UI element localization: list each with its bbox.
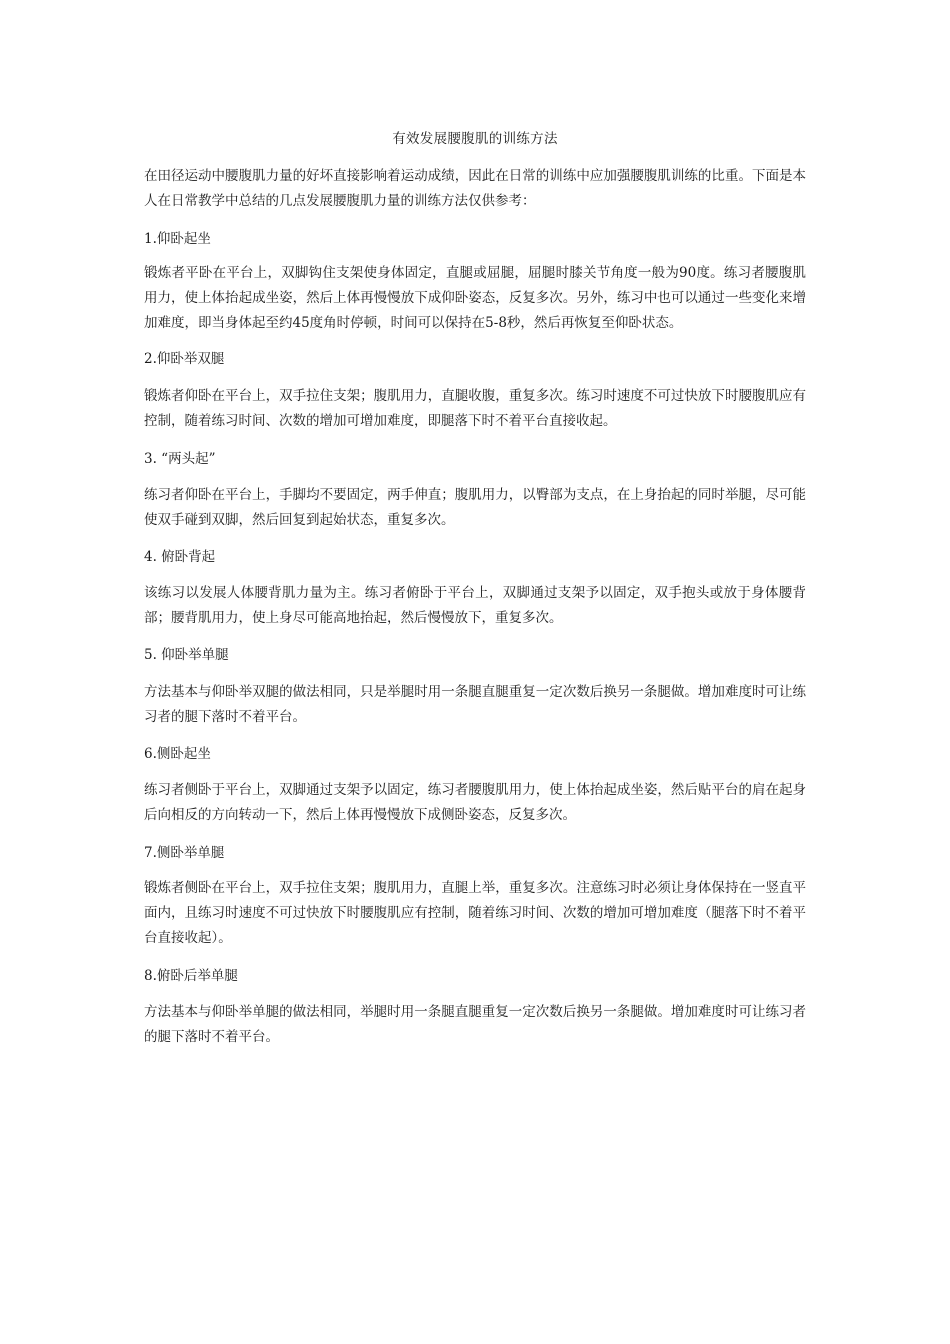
section-heading-2: 2.仰卧举双腿 bbox=[144, 351, 225, 367]
section-body-4: 该练习以发展人体腰背肌力量为主。练习者俯卧于平台上，双脚通过支架予以固定，双手抱头或放于身体腰背部；腰背肌用力，使上身尽可能高地抬起，然后慢慢放下，重复多次。 bbox=[144, 585, 806, 626]
section-heading-3: 3. “两头起” bbox=[144, 451, 216, 467]
section-heading-8: 8.俯卧后举单腿 bbox=[144, 968, 238, 984]
section-heading-1: 1.仰卧起坐 bbox=[144, 231, 211, 247]
section-heading-6: 6.侧卧起坐 bbox=[144, 746, 211, 762]
section-body-8: 方法基本与仰卧举单腿的做法相同，举腿时用一条腿直腿重复一定次数后换另一条腿做。增加难度时可让练习者的腿下落时不着平台。 bbox=[144, 1004, 806, 1045]
section-body-3: 练习者仰卧在平台上，手脚均不要固定，两手伸直；腹肌用力，以臀部为支点，在上身抬起的同时举腿，尽可能使双手碰到双脚，然后回复到起始状态，重复多次。 bbox=[144, 487, 806, 528]
intro-paragraph: 在田径运动中腰腹肌力量的好坏直接影响着运动成绩，因此在日常的训练中应加强腰腹肌训练的比重。下面是本人在日常教学中总结的几点发展腰腹肌力量的训练方法仅供参考： bbox=[144, 168, 806, 209]
section-heading-4: 4. 俯卧背起 bbox=[144, 549, 216, 565]
document-title: 有效发展腰腹肌的训练方法 bbox=[392, 131, 558, 147]
section-heading-5: 5. 仰卧举单腿 bbox=[144, 647, 229, 663]
section-body-1: 锻炼者平卧在平台上，双脚钩住支架使身体固定，直腿或屈腿，屈腿时膝关节角度一般为90度。练习者腰腹肌用力，使上体抬起成坐姿，然后上体再慢慢放下成仰卧姿态，反复多次。另外，练习中也可以通过一些变化来增加难度，即当身体起至约45度角时停顿，时间可以保持在5-8秒，然后再恢复至仰卧状态。 bbox=[144, 265, 806, 331]
section-body-2: 锻炼者仰卧在平台上，双手拉住支架；腹肌用力，直腿收腹，重复多次。练习时速度不可过快放下时腰腹肌应有控制，随着练习时间、次数的增加可增加难度，即腿落下时不着平台直接收起。 bbox=[144, 388, 806, 429]
section-heading-7: 7.侧卧举单腿 bbox=[144, 845, 225, 861]
section-body-6: 练习者侧卧于平台上，双脚通过支架予以固定，练习者腰腹肌用力，使上体抬起成坐姿，然后贴平台的肩在起身后向相反的方向转动一下，然后上体再慢慢放下成侧卧姿态，反复多次。 bbox=[144, 782, 806, 823]
section-body-5: 方法基本与仰卧举双腿的做法相同，只是举腿时用一条腿直腿重复一定次数后换另一条腿做。增加难度时可让练习者的腿下落时不着平台。 bbox=[144, 684, 806, 725]
section-body-7: 锻炼者侧卧在平台上，双手拉住支架；腹肌用力，直腿上举，重复多次。注意练习时必须让身体保持在一竖直平面内，且练习时速度不可过快放下时腰腹肌应有控制，随着练习时间、次数的增加可增加难度（腿落下时不着平台直接收起）。 bbox=[144, 880, 806, 946]
